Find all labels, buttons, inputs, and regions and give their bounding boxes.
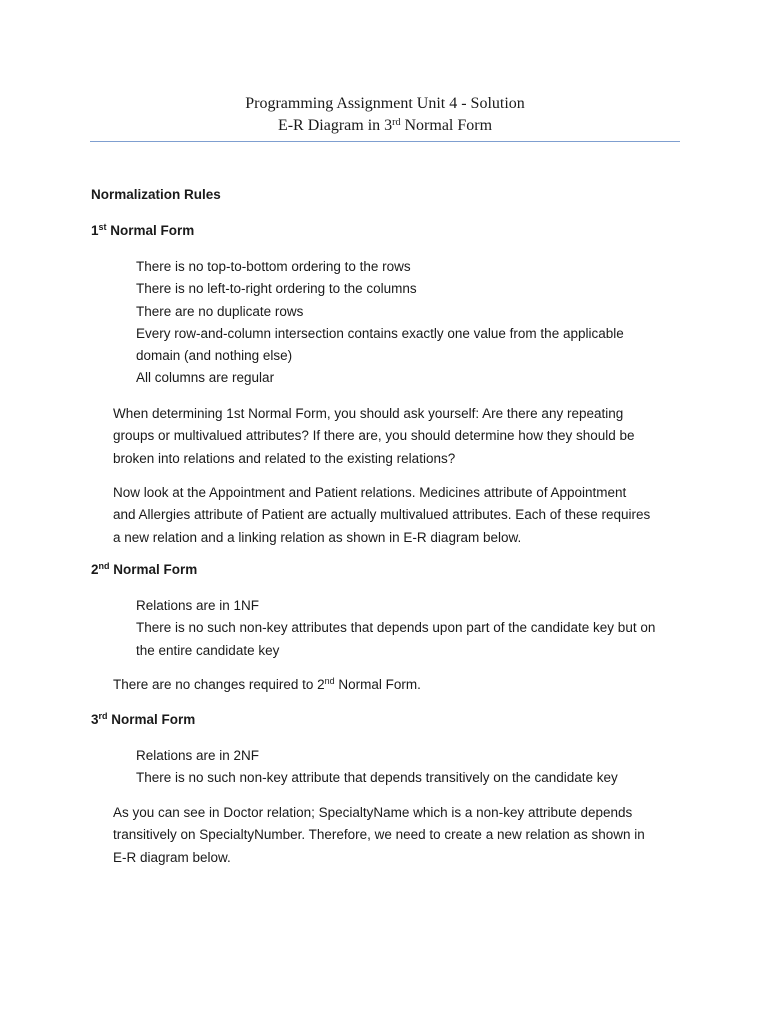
- nf3-heading-num: 3: [91, 712, 99, 727]
- paragraph-line: a new relation and a linking relation as shown in E-R diagram below.: [113, 529, 522, 545]
- nf3-rule: There is no such non-key attribute that depends transitively on the candidate key: [136, 770, 618, 786]
- nf2-paragraph-pre: There are no changes required to 2: [113, 677, 325, 692]
- nf1-rule: domain (and nothing else): [136, 348, 293, 364]
- nf1-heading: [91, 220, 194, 242]
- nf1-rule: There is no left-to-right ordering to the columns: [136, 281, 417, 297]
- nf1-rule: All columns are regular: [136, 370, 275, 386]
- title-line-2: [90, 115, 680, 137]
- nf2-heading-num: 2: [91, 562, 99, 577]
- title-line-2-post: Normal Form: [400, 117, 493, 134]
- paragraph-line: Now look at the Appointment and Patient relations. Medicines attribute of Appointment: [113, 485, 627, 500]
- nf2-rules-list: [136, 595, 655, 662]
- nf3-heading-post: Normal Form: [107, 712, 196, 727]
- title-line-2-sup: rd: [392, 117, 401, 128]
- nf2-paragraph-sup: nd: [324, 676, 335, 686]
- nf2-heading: [91, 559, 197, 581]
- nf3-heading-sup: rd: [98, 711, 108, 721]
- paragraph-line: broken into relations and related to the existing relations?: [113, 450, 456, 466]
- nf1-paragraph-2: [113, 482, 650, 549]
- nf2-heading-post: Normal Form: [109, 562, 198, 577]
- document-title: [90, 93, 680, 137]
- paragraph-line: transitively on SpecialtyNumber. Therefore, we need to create a new relation as shown in: [113, 827, 645, 843]
- nf3-rule: Relations are in 2NF: [136, 748, 260, 763]
- paragraph-line: When determining 1st Normal Form, you should ask yourself: Are there any repeating: [113, 406, 624, 421]
- nf3-heading: [91, 709, 195, 731]
- title-line-2-pre: E-R Diagram in 3: [277, 117, 393, 134]
- title-divider: [90, 141, 680, 142]
- nf1-rules-list: [136, 256, 624, 390]
- nf2-rule: There is no such non-key attributes that depends upon part of the candidate key but on: [136, 620, 656, 636]
- section-title: Normalization Rules: [91, 187, 221, 202]
- nf3-rules-list: [136, 745, 618, 790]
- nf2-rule: Relations are in 1NF: [136, 598, 260, 613]
- nf3-paragraph: [113, 802, 645, 869]
- nf1-heading-post: Normal Form: [106, 223, 195, 238]
- paragraph-line: and Allergies attribute of Patient are actually multivalued attributes. Each of these requires: [113, 507, 651, 523]
- paragraph-line: groups or multivalued attributes? If there are, you should determine how they should be: [113, 428, 635, 444]
- nf2-rule: the entire candidate key: [136, 642, 280, 658]
- nf2-paragraph-post: Normal Form.: [334, 677, 421, 692]
- nf1-paragraph-1: [113, 403, 635, 470]
- title-line-1: Programming Assignment Unit 4 - Solution: [245, 95, 525, 112]
- nf1-heading-sup: st: [98, 222, 107, 232]
- nf1-rule: Every row-and-column intersection contains exactly one value from the applicable: [136, 325, 624, 341]
- nf1-rule: There is no top-to-bottom ordering to the rows: [136, 259, 411, 274]
- paragraph-line: E-R diagram below.: [113, 849, 231, 865]
- nf1-rule: There are no duplicate rows: [136, 303, 304, 319]
- nf1-heading-num: 1: [91, 223, 99, 238]
- nf2-heading-sup: nd: [98, 561, 110, 571]
- paragraph-line: As you can see in Doctor relation; SpecialtyName which is a non-key attribute depends: [113, 805, 633, 820]
- nf2-paragraph: [113, 674, 421, 696]
